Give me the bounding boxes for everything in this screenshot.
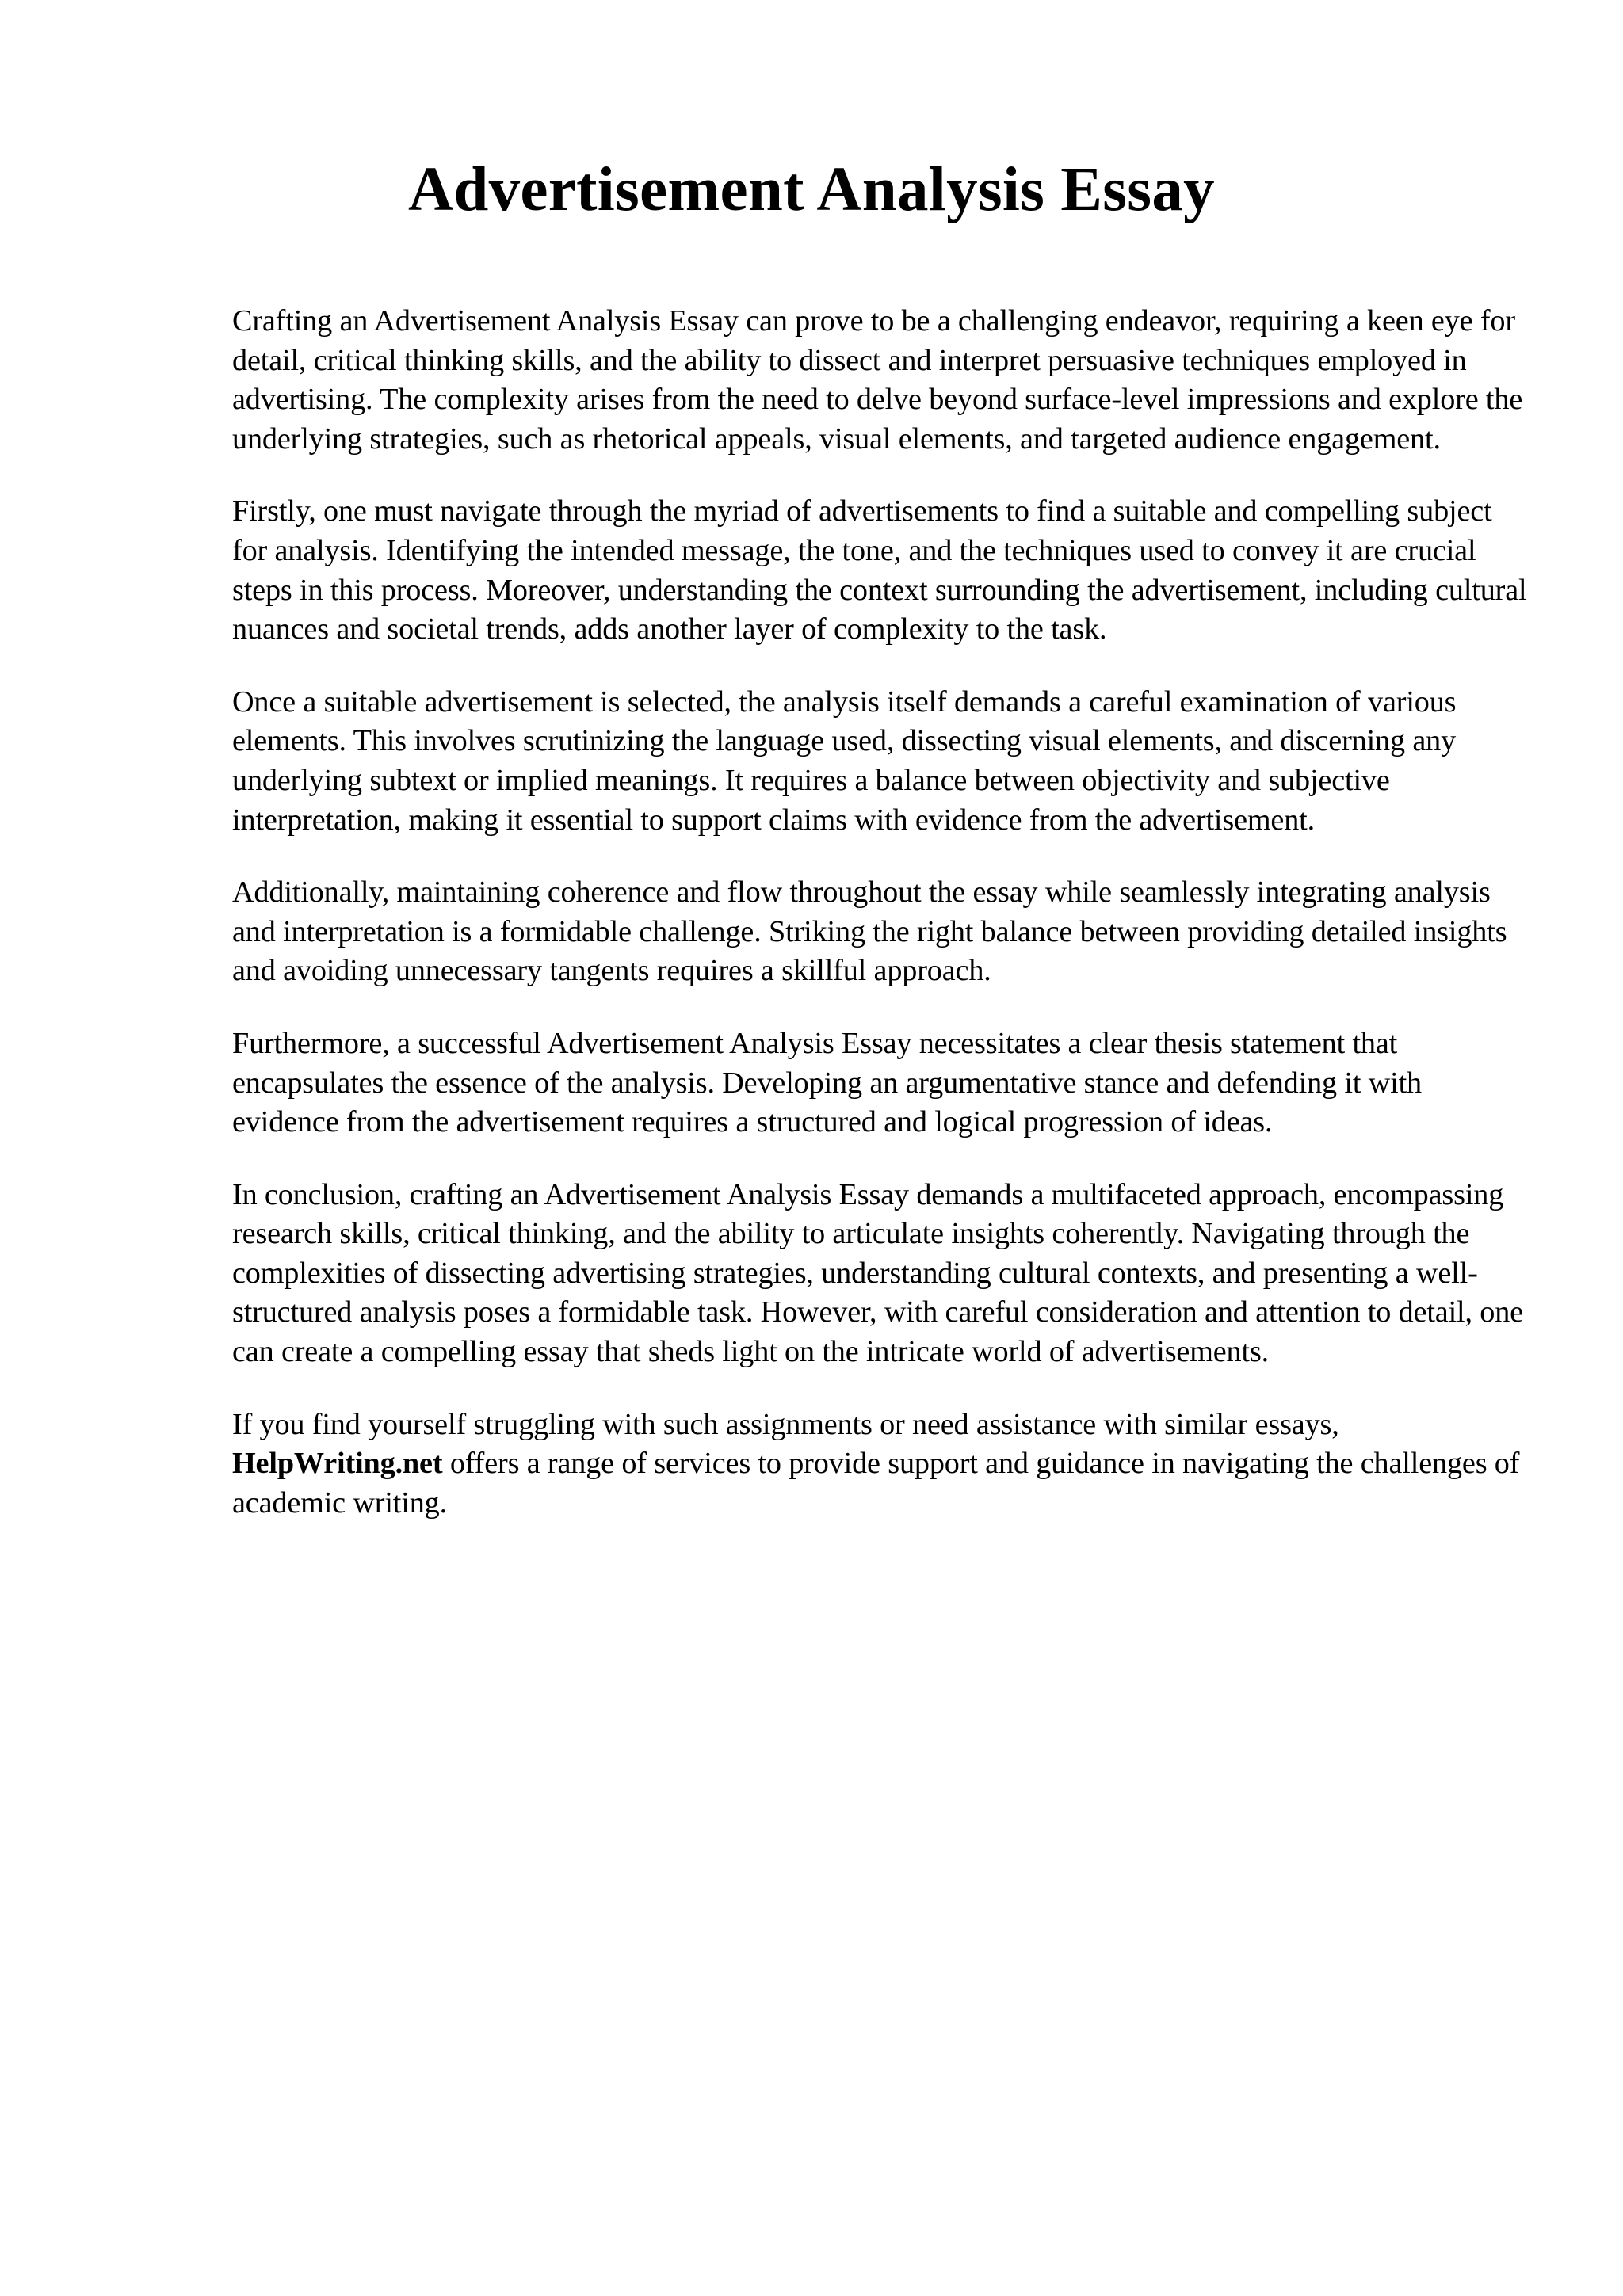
paragraph-intro: Crafting an Advertisement Analysis Essay can prove to be a challenging endeavor, requiring a keen eye for detail, critical thinking skills, and the ability to dissect and interpret persuasive techniques employed in advertising. The complexity arises from the need to delve beyond surface-level impressions and explore the underlying strategies, such as rhetorical appeals, visual elements, and targeted audience engagement. [232,304,1523,456]
closing-tail-text: offers a range of services to provide support and guidance in navigating the challenges of academic writing. [232,1447,1520,1520]
paragraph-analysis: Once a suitable advertisement is selected, the analysis itself demands a careful examination of various elements. This involves scrutinizing the language used, dissecting visual elements, and discerning any underlying subtext or implied meanings. It requires a balance between objectivity and subjective interpretation, making it essential to support claims with evidence from the advertisement. [232,685,1457,837]
paragraph-conclusion: In conclusion, crafting an Advertisement Analysis Essay demands a multifaceted approach, encompassing research skills, critical thinking, and the ability to articulate insights coherently. Navigating through the complexities of dissecting advertising strategies, understanding cultural contexts, and presenting a well-structured analysis poses a formidable task. However, with careful consideration and attention to detail, one can create a compelling essay that sheds light on the intricate world of advertisements. [232,1177,1523,1369]
closing-lead-text: If you find yourself struggling with such assignments or need assistance with similar essays, [232,1407,1339,1441]
essay-body [232,302,1532,1556]
paragraph-thesis: Furthermore, a successful Advertisement Analysis Essay necessitates a clear thesis statement that encapsulates the essence of the analysis. Developing an argumentative stance and defending it with evidence from the advertisement requires a structured and logical progression of ideas. [232,1026,1422,1139]
document-title: Advertisement Analysis Essay [408,155,1215,224]
paragraph-coherence: Additionally, maintaining coherence and flow throughout the essay while seamlessly integrating analysis and interpretation is a formidable challenge. Striking the right balance between providing detailed insights and avoiding unnecessary tangents requires a skillful approach. [232,875,1507,988]
paragraph-subject-selection: Firstly, one must navigate through the myriad of advertisements to find a suitable and compelling subject for analysis. Identifying the intended message, the tone, and the techniques used to convey it are crucial steps in this process. Moreover, understanding the context surrounding the advertisement, including cultural nuances and societal trends, adds another layer of complexity to the task. [232,494,1527,646]
brand-name: HelpWriting.net [232,1447,443,1481]
paragraph-closing [232,1405,1532,1524]
